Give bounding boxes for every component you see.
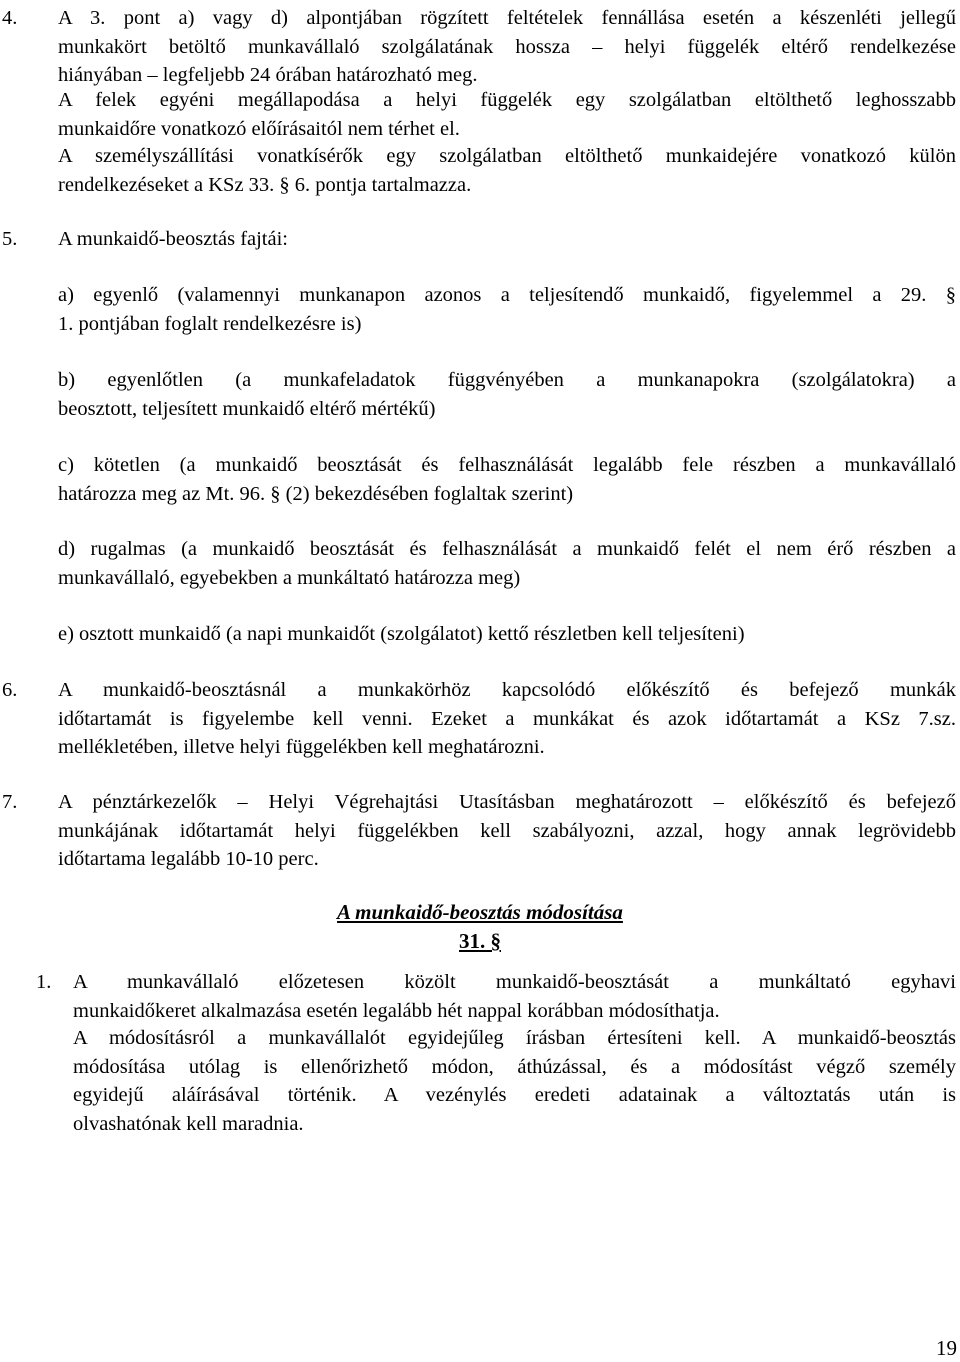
- text-line: időtartama legalább 10-10 perc.: [58, 848, 319, 870]
- text-line: a) egyenlő (valamennyi munkanapon azonos a teljesítendő munkaidő, figyelemmel a 29. §: [58, 284, 956, 306]
- text-line: A munkavállaló előzetesen közölt munkaidő-beosztását a munkáltató egyhavi: [73, 971, 956, 993]
- text-line: határozza meg az Mt. 96. § (2) bekezdésében foglaltak szerint): [58, 482, 574, 505]
- text-line: A 3. pont a) vagy d) alpontjában rögzített feltételek fennállása esetén a készenléti jellegű: [58, 7, 956, 29]
- text-line: munkakört betöltő munkavállaló szolgálatának hossza – helyi függelék eltérő rendelkezése: [58, 35, 956, 58]
- item-4-paragraph-1: [58, 4, 956, 90]
- text-line: rendelkezéseket a KSz 33. § 6. pontja tartalmazza.: [58, 173, 472, 196]
- section-title: A munkaidő-beosztás módosítása: [337, 900, 623, 924]
- item-5-option-c: [58, 451, 956, 508]
- text-line: hiányában – legfeljebb 24 órában határozható meg.: [58, 64, 478, 86]
- page-number: 19: [936, 1336, 957, 1360]
- paragraph-number: 31. §: [459, 929, 501, 953]
- item-4-paragraph-3: [58, 142, 956, 199]
- text-line: A munkaidő-beosztásnál a munkakörhöz kapcsolódó előkészítő és befejező munkák: [58, 679, 956, 701]
- item-5-title: A munkaidő-beosztás fajtái:: [58, 228, 288, 250]
- text-line: olvashatónak kell maradnia.: [73, 1112, 304, 1135]
- item-1-number: 1.: [36, 971, 52, 993]
- text-line: módosítása utólag is ellenőrizhető módon, áthúzással, és a módosítást végző személy: [73, 1055, 956, 1078]
- text-line: egyidejű aláírásával történik. A vezénylés eredeti adatainak a változtatás után is: [73, 1084, 956, 1106]
- item-5-option-a: [58, 281, 956, 310]
- item-5-option-a-continuation: [58, 310, 956, 339]
- section-heading: [0, 900, 960, 925]
- item-5-option-e: e) osztott munkaidő (a napi munkaidőt (szolgálatot) kettő részletben kell teljesíteni): [58, 623, 745, 645]
- text-line: c) kötetlen (a munkaidő beosztását és felhasználását legalább fele részben a munkavállaló: [58, 454, 956, 476]
- text-line: munkaidőre vonatkozó előírásaitól nem térhet el.: [58, 117, 460, 140]
- item-5-option-d: [58, 535, 956, 592]
- text-line: d) rugalmas (a munkaidő beosztását és felhasználását a munkaidő felét el nem érő részben a: [58, 538, 956, 560]
- text-line: A felek egyéni megállapodása a helyi függelék egy szolgálatban eltölthető leghosszabb: [58, 89, 956, 111]
- item-7-number: 7.: [2, 791, 18, 813]
- item-4-number: 4.: [2, 7, 18, 29]
- section-paragraph-mark: [0, 929, 960, 954]
- text-line: munkavállaló, egyebekben a munkáltató határozza meg): [58, 566, 521, 589]
- text-line: b) egyenlőtlen (a munkafeladatok függvényében a munkanapokra (szolgálatokra) a: [58, 369, 956, 391]
- text-line: A személyszállítási vonatkísérők egy szolgálatban eltölthető munkaidejére vonatkozó külön: [58, 145, 956, 167]
- text-line: 1. pontjában foglalt rendelkezésre is): [58, 313, 362, 335]
- item-5-number: 5.: [2, 228, 18, 250]
- item-5-option-b: [58, 366, 956, 423]
- text-line: beosztott, teljesített munkaidő eltérő mértékű): [58, 397, 436, 420]
- text-line: munkaidőkeret alkalmazása esetén legalább hét nappal korábban módosíthatja.: [73, 999, 720, 1022]
- text-line: A pénztárkezelők – Helyi Végrehajtási Utasításban meghatározott – előkészítő és befejező: [58, 791, 956, 813]
- item-4-paragraph-2: [58, 86, 956, 143]
- item-7-paragraph: [58, 788, 956, 874]
- text-line: A módosításról a munkavállalót egyidejűleg írásban értesíteni kell. A munkaidő-beosztás: [73, 1027, 956, 1049]
- text-line: mellékletében, illetve helyi függelékben kell meghatározni.: [58, 736, 545, 758]
- item-6-paragraph: [58, 676, 956, 762]
- item-1-paragraph-2: [73, 1024, 956, 1138]
- text-line: munkájának időtartamát helyi függelékben kell szabályozni, azzal, hogy annak legrövidebb: [58, 819, 956, 842]
- item-6-number: 6.: [2, 679, 18, 701]
- item-1-paragraph-1: [73, 968, 956, 1025]
- text-line: időtartamát is figyelembe kell venni. Ezeket a munkákat és azok időtartamát a KSz 7.sz.: [58, 707, 956, 730]
